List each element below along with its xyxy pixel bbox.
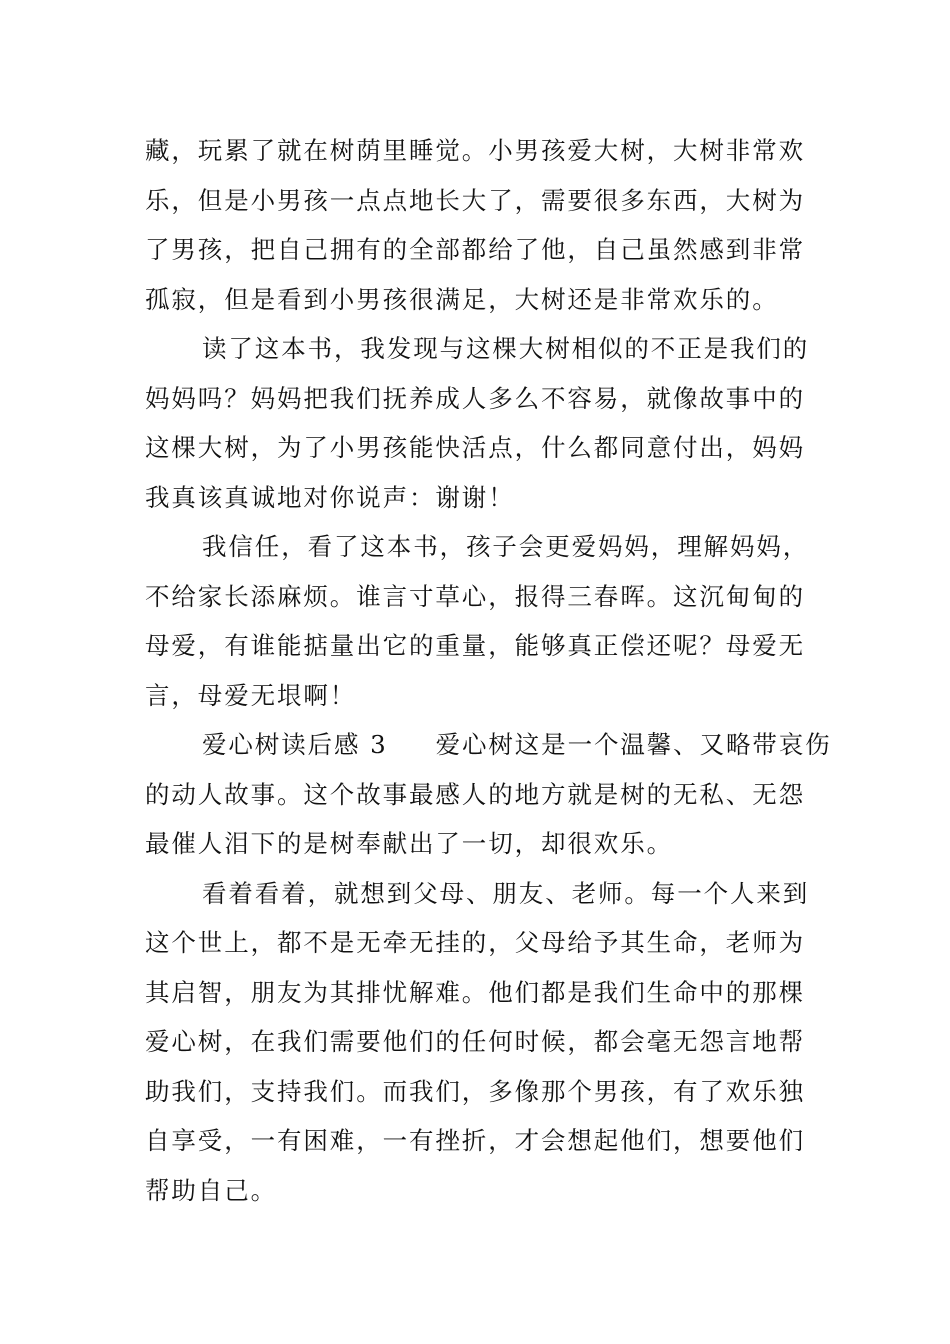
text-line: 其启智，朋友为其排忧解难。他们都是我们生命中的那棵: [145, 977, 805, 1007]
text-line: 藏，玩累了就在树荫里睡觉。小男孩爱大树，大树非常欢: [145, 136, 805, 165]
text-line: 自享受，一有困难，一有挫折，才会想起他们，想要他们: [145, 1126, 805, 1155]
text-line: 看着看着，就想到父母、朋友、老师。每一个人来到: [202, 878, 810, 908]
text-line: 这棵大树，为了小男孩能快活点，什么都同意付出，妈妈: [145, 433, 805, 462]
text-line: 母爱，有谁能掂量出它的重量，能够真正偿还呢？母爱无: [145, 631, 805, 660]
text-line: 孤寂，但是看到小男孩很满足，大树还是非常欢乐的。: [145, 284, 779, 314]
text-line: 我真该真诚地对你说声：谢谢！: [145, 482, 515, 512]
text-line: 不给家长添麻烦。谁言寸草心，报得三春晖。这沉甸甸的: [145, 581, 805, 611]
text-line: 这个世上，都不是无牵无挂的，父母给予其生命，老师为: [145, 928, 805, 957]
section-heading: 爱心树读后感 3: [202, 730, 388, 759]
text-line: 助我们，支持我们。而我们，多像那个男孩，有了欢乐独: [145, 1076, 805, 1106]
document-body: [145, 126, 832, 1215]
text-line: 读了这本书，我发现与这棵大树相似的不正是我们的: [202, 334, 810, 363]
text-line: 最催人泪下的是树奉献出了一切，却很欢乐。: [145, 829, 673, 858]
text-line: 了男孩，把自己拥有的全部都给了他，自己虽然感到非常: [145, 235, 805, 264]
text-line: 的动人故事。这个故事最感人的地方就是树的无私、无怨: [145, 779, 805, 809]
text-line: 妈妈吗？妈妈把我们抚养成人多么不容易，就像故事中的: [145, 383, 805, 413]
text-line: 爱心树，在我们需要他们的任何时候，都会毫无怨言地帮: [145, 1027, 805, 1056]
heading-line-text: 爱心树这是一个温馨、又略带哀伤: [435, 730, 832, 759]
text-line: 乐，但是小男孩一点点地长大了，需要很多东西，大树为: [145, 185, 805, 215]
text-line: 言，母爱无垠啊！: [145, 680, 357, 710]
section-heading-line: [145, 720, 832, 770]
text-line: 我信任，看了这本书，孩子会更爱妈妈，理解妈妈，: [202, 532, 810, 561]
text-line: 帮助自己。: [145, 1175, 277, 1205]
